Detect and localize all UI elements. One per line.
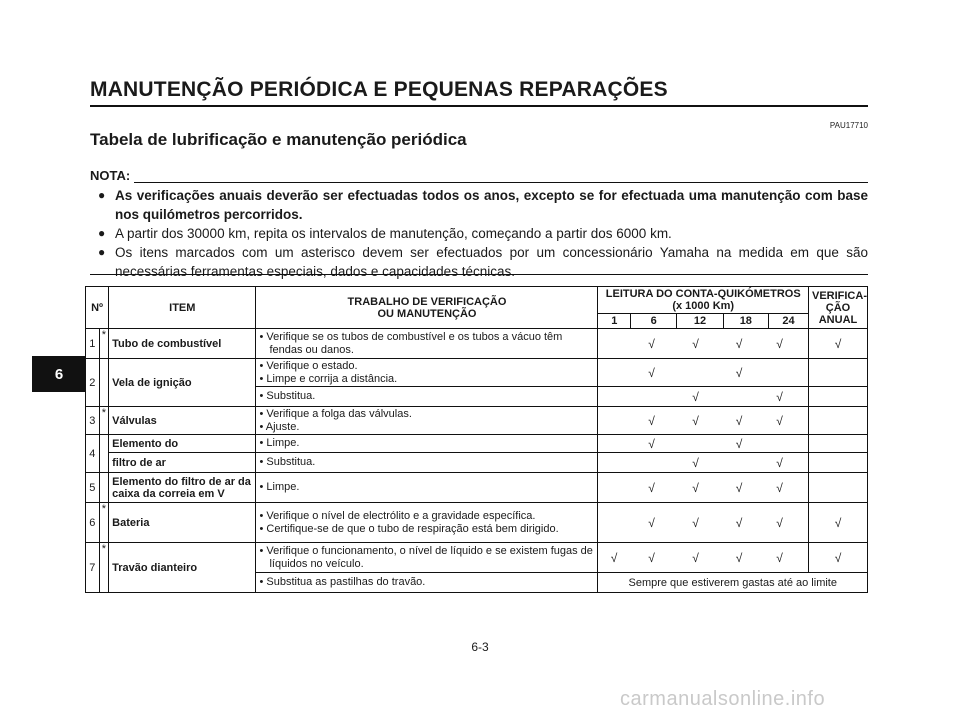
table-row bbox=[86, 359, 868, 387]
check-mark-icon: √ bbox=[735, 550, 743, 565]
empty-mark bbox=[673, 437, 717, 451]
check-mark-icon: √ bbox=[776, 413, 783, 428]
maintenance-table bbox=[85, 286, 868, 593]
row-item bbox=[109, 435, 256, 453]
empty-mark bbox=[598, 414, 629, 428]
annual-empty bbox=[808, 359, 867, 387]
check-mark-icon: √ bbox=[776, 515, 783, 530]
work-line: • Substitua as pastilhas do travão. bbox=[259, 576, 426, 589]
nota-bullet bbox=[98, 243, 868, 281]
section-title: Tabela de lubrificação e manutenção periódica bbox=[90, 130, 467, 149]
row-km-marks bbox=[598, 543, 809, 573]
check-mark-icon: √ bbox=[692, 336, 699, 351]
nota-bullet bbox=[98, 186, 868, 224]
nota-bullets bbox=[98, 186, 868, 281]
empty-mark bbox=[598, 390, 629, 404]
work-line: • Verifique o estado. bbox=[259, 360, 358, 372]
check-mark-icon: √ bbox=[648, 480, 655, 495]
work-line: • Limpe. bbox=[259, 437, 300, 450]
header-odometer bbox=[598, 287, 809, 314]
page-number: 6-3 bbox=[471, 640, 489, 654]
work-line: • Certifique-se de que o tubo de respiração está bem dirigido. bbox=[259, 522, 559, 535]
table-row bbox=[86, 543, 868, 573]
empty-mark bbox=[598, 456, 629, 470]
work-line: • Verifique se os tubos de combustível e os tubos a vácuo têm fendas ou danos. bbox=[259, 331, 563, 356]
header-annual-line1: VERIFICA- bbox=[811, 289, 867, 302]
row-number: 3 bbox=[86, 407, 100, 435]
header-km: 1 bbox=[598, 314, 631, 329]
check-mark-icon: √ bbox=[776, 480, 783, 495]
header-annual-line2: ÇÃO bbox=[825, 301, 851, 314]
header-annual-line3: ANUAL bbox=[818, 313, 858, 326]
empty-mark bbox=[760, 437, 798, 451]
table-row bbox=[86, 503, 868, 543]
annual-check-icon: √ bbox=[808, 543, 867, 573]
work-line: • Limpe. bbox=[259, 481, 300, 494]
empty-mark bbox=[629, 456, 673, 470]
row-item-line1: Elemento do bbox=[112, 437, 179, 450]
check-mark-icon: √ bbox=[648, 336, 655, 351]
header-km: 6 bbox=[631, 314, 677, 329]
row-item: Vela de ignição bbox=[109, 359, 256, 407]
empty-mark bbox=[598, 481, 629, 495]
check-mark-icon: √ bbox=[610, 550, 618, 565]
row-asterisk bbox=[99, 359, 108, 407]
row-km-marks bbox=[598, 503, 809, 543]
table-row bbox=[86, 329, 868, 359]
check-mark-icon: √ bbox=[776, 389, 783, 404]
empty-mark bbox=[598, 366, 629, 380]
row-asterisk: * bbox=[99, 543, 108, 593]
table-row bbox=[86, 407, 868, 435]
check-mark-icon: √ bbox=[648, 365, 655, 380]
row-asterisk bbox=[99, 473, 108, 503]
annual-empty bbox=[808, 387, 867, 407]
header-work-line2: OU MANUTENÇÃO bbox=[377, 307, 477, 320]
empty-mark bbox=[717, 456, 760, 470]
check-mark-icon: √ bbox=[735, 480, 743, 495]
empty-mark bbox=[717, 390, 760, 404]
nota-bullet-text: A partir dos 30000 km, repita os intervalos de manutenção, começando a partir dos 6000 km. bbox=[115, 226, 672, 241]
row-item: Travão dianteiro bbox=[109, 543, 256, 593]
header-work-line1: TRABALHO DE VERIFICAÇÃO bbox=[347, 295, 507, 308]
check-mark-icon: √ bbox=[776, 336, 783, 351]
check-mark-icon: √ bbox=[735, 515, 743, 530]
check-mark-icon: √ bbox=[648, 550, 655, 565]
empty-mark bbox=[598, 437, 629, 451]
chapter-title: MANUTENÇÃO PERIÓDICA E PEQUENAS REPARAÇÕES bbox=[90, 78, 868, 107]
header-annual bbox=[808, 287, 867, 329]
row-work bbox=[256, 573, 598, 593]
check-mark-icon: √ bbox=[648, 436, 655, 451]
watermark: carmanualsonline.info bbox=[620, 688, 826, 710]
header-km: 24 bbox=[768, 314, 808, 329]
row-work bbox=[256, 453, 598, 473]
row-work bbox=[256, 473, 598, 503]
bullet-dot-icon: ● bbox=[98, 188, 106, 202]
empty-mark bbox=[673, 366, 717, 380]
check-mark-icon: √ bbox=[776, 455, 783, 470]
row-item: Bateria bbox=[109, 503, 256, 543]
row-work bbox=[256, 407, 598, 435]
table-header-row bbox=[86, 287, 868, 314]
nota-end-rule bbox=[90, 274, 868, 275]
row-asterisk: * bbox=[99, 329, 108, 359]
annual-empty bbox=[808, 407, 867, 435]
check-mark-icon: √ bbox=[692, 455, 699, 470]
check-mark-icon: √ bbox=[692, 480, 699, 495]
row-asterisk: * bbox=[99, 503, 108, 543]
row-number: 4 bbox=[86, 435, 100, 473]
work-line: • Verifique a folga das válvulas. bbox=[259, 408, 412, 420]
row-number: 2 bbox=[86, 359, 100, 407]
header-odometer-line2: (x 1000 Km) bbox=[672, 300, 735, 312]
table-row bbox=[86, 473, 868, 503]
row-km-marks bbox=[598, 435, 809, 453]
chapter-tab: 6 bbox=[32, 356, 86, 392]
annual-check-icon: √ bbox=[808, 329, 867, 359]
work-line: • Verifique o funcionamento, o nível de líquido e se existem fugas de líquidos no veículo. bbox=[259, 545, 593, 570]
row-item: Tubo de combustível bbox=[109, 329, 256, 359]
row-number: 1 bbox=[86, 329, 100, 359]
row-work bbox=[256, 329, 598, 359]
nota-bullet bbox=[98, 224, 868, 243]
table-row bbox=[86, 435, 868, 453]
row-km-marks bbox=[598, 329, 809, 359]
bullet-dot-icon: ● bbox=[98, 245, 106, 259]
empty-mark bbox=[629, 390, 673, 404]
check-mark-icon: √ bbox=[776, 550, 783, 565]
work-line: • Verifique o nível de electrólito e a gravidade específica. bbox=[259, 510, 536, 522]
check-mark-icon: √ bbox=[692, 550, 699, 565]
work-line: • Substitua. bbox=[259, 390, 316, 403]
check-mark-icon: √ bbox=[648, 515, 655, 530]
annual-empty bbox=[808, 453, 867, 473]
nota-bullet-text: As verificações anuais deverão ser efectuadas todos os anos, excepto se for efectuada uma manutenção com base nos quilómetros percorridos. bbox=[115, 188, 868, 222]
row-item: filtro de ar bbox=[109, 453, 256, 473]
row-item: Válvulas bbox=[109, 407, 256, 435]
annual-check-icon: √ bbox=[808, 503, 867, 543]
row-work bbox=[256, 543, 598, 573]
nota-bullet-text: Os itens marcados com um asterisco devem ser efectuados por um concessionário Yamaha na medida em que são necessárias ferramentas especiais, dados e capacidades técnicas. bbox=[115, 245, 868, 279]
check-mark-icon: √ bbox=[692, 413, 699, 428]
nota-label: NOTA: bbox=[90, 168, 131, 183]
header-odometer-line1: LEITURA DO CONTA-QUIKÓMETROS bbox=[605, 288, 801, 300]
row-asterisk: * bbox=[99, 407, 108, 435]
header-km: 12 bbox=[677, 314, 723, 329]
row-work bbox=[256, 503, 598, 543]
header-work bbox=[256, 287, 598, 329]
header-num: Nº bbox=[86, 287, 109, 329]
empty-mark bbox=[598, 337, 629, 351]
row-work bbox=[256, 359, 598, 387]
row-km-marks bbox=[598, 407, 809, 435]
empty-mark bbox=[598, 516, 629, 530]
work-line: • Substitua. bbox=[259, 456, 316, 469]
annual-empty bbox=[808, 473, 867, 503]
empty-mark bbox=[760, 366, 798, 380]
nota-rule bbox=[134, 170, 868, 183]
row-number: 5 bbox=[86, 473, 100, 503]
work-line: • Ajuste. bbox=[259, 420, 300, 433]
table-row bbox=[86, 453, 868, 473]
check-mark-icon: √ bbox=[648, 413, 655, 428]
row-km-marks bbox=[598, 473, 809, 503]
check-mark-icon: √ bbox=[692, 515, 699, 530]
work-line: • Limpe e corrija a distância. bbox=[259, 372, 398, 385]
check-mark-icon: √ bbox=[735, 336, 743, 351]
row-km-marks bbox=[598, 387, 809, 407]
row-work bbox=[256, 435, 598, 453]
row-km-marks bbox=[598, 359, 809, 387]
nota-heading bbox=[90, 167, 868, 183]
check-mark-icon: √ bbox=[735, 413, 743, 428]
row-item: Elemento do filtro de ar da caixa da correia em V bbox=[109, 473, 256, 503]
check-mark-icon: √ bbox=[735, 436, 743, 451]
header-km: 18 bbox=[723, 314, 768, 329]
row-number: 6 bbox=[86, 503, 100, 543]
row-asterisk bbox=[99, 435, 108, 473]
bullet-dot-icon: ● bbox=[98, 226, 106, 240]
header-item: ITEM bbox=[109, 287, 256, 329]
row-number: 7 bbox=[86, 543, 100, 593]
check-mark-icon: √ bbox=[692, 389, 699, 404]
row-work bbox=[256, 387, 598, 407]
check-mark-icon: √ bbox=[735, 365, 743, 380]
annual-empty bbox=[808, 435, 867, 453]
document-code: PAU17710 bbox=[829, 121, 868, 130]
row-note: Sempre que estiverem gastas até ao limite bbox=[598, 573, 868, 593]
row-km-marks bbox=[598, 453, 809, 473]
